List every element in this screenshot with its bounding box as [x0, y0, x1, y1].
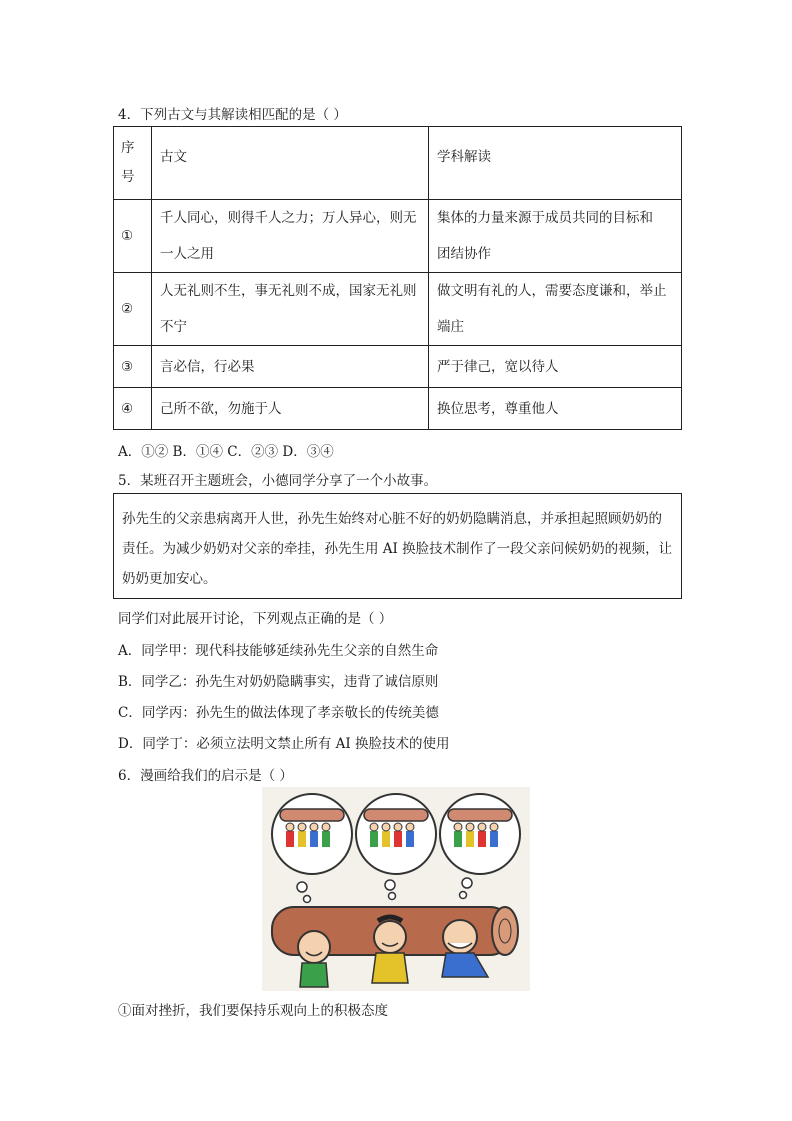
row-interpretation	[429, 273, 682, 346]
row-classic-line1: 千人同心，则得千人之力；万人异心，则无	[160, 210, 417, 226]
row-classic: 己所不欲，勿施于人	[152, 388, 429, 430]
q4-stem: 4．下列古文与其解读相匹配的是（ ）	[118, 107, 347, 123]
thought-bubble-right	[440, 794, 520, 874]
q6-option-1: ①面对挫折，我们要保持乐观向上的积极态度	[118, 1003, 388, 1019]
q4-table	[113, 126, 682, 430]
table-row	[114, 388, 682, 430]
header-index-line1: 序	[121, 140, 135, 156]
row-index: ①	[114, 200, 152, 273]
comic-illustration	[262, 787, 530, 991]
story-text: 孙先生的父亲患病离开人世，孙先生始终对心脏不好的奶奶隐瞒消息，并承担起照顾奶奶的责任。为减少奶奶对父亲的牵挂，孙先生用 AI 换脸技术制作了一段父亲问候奶奶的视频，让奶奶更加安心。	[122, 511, 673, 587]
row-classic: 言必信，行必果	[152, 346, 429, 388]
table-header-row	[114, 127, 682, 200]
q5-option-a: A．同学甲：现代科技能够延续孙先生父亲的自然生命	[118, 643, 439, 659]
header-index-line2: 号	[121, 169, 135, 185]
q5-stem: 5．某班召开主题班会，小德同学分享了一个小故事。	[118, 473, 438, 489]
row-classic-line2: 不宁	[160, 319, 187, 335]
q5-option-c: C．同学丙：孙先生的做法体现了孝亲敬长的传统美德	[118, 705, 439, 721]
table-row	[114, 346, 682, 388]
story-box	[113, 493, 682, 599]
row-interp-line1: 做文明有礼的人，需要态度谦和，举止	[437, 283, 667, 299]
kid-left	[298, 931, 330, 987]
row-classic-line1: 人无礼则不生，事无礼则不成，国家无礼则	[160, 283, 417, 299]
q4-options: A．①② B．①④ C．②③ D．③④	[118, 444, 334, 460]
row-interpretation: 换位思考，尊重他人	[429, 388, 682, 430]
q6-stem: 6．漫画给我们的启示是（ ）	[118, 768, 293, 784]
row-interpretation: 严于律己，宽以待人	[429, 346, 682, 388]
table-row	[114, 273, 682, 346]
row-classic	[152, 273, 429, 346]
header-index	[114, 127, 152, 200]
q5-option-b: B．同学乙：孙先生对奶奶隐瞒事实，违背了诚信原则	[118, 674, 439, 690]
table-row	[114, 200, 682, 273]
thought-bubble-left	[272, 794, 352, 874]
row-index: ②	[114, 273, 152, 346]
thought-bubble-middle	[356, 794, 436, 874]
row-interp-line1: 集体的力量来源于成员共同的目标和	[437, 210, 653, 226]
header-interpretation: 学科解读	[429, 127, 682, 200]
row-interp-line2: 团结协作	[437, 246, 491, 262]
row-index: ③	[114, 346, 152, 388]
row-classic	[152, 200, 429, 273]
q5-option-d: D．同学丁：必须立法明文禁止所有 AI 换脸技术的使用	[118, 736, 450, 752]
header-classic: 古文	[152, 127, 429, 200]
row-index: ④	[114, 388, 152, 430]
row-classic-line2: 一人之用	[160, 246, 214, 262]
q5-prompt: 同学们对此展开讨论，下列观点正确的是（ ）	[118, 611, 393, 627]
row-interp-line2: 端庄	[437, 319, 464, 335]
row-interpretation	[429, 200, 682, 273]
